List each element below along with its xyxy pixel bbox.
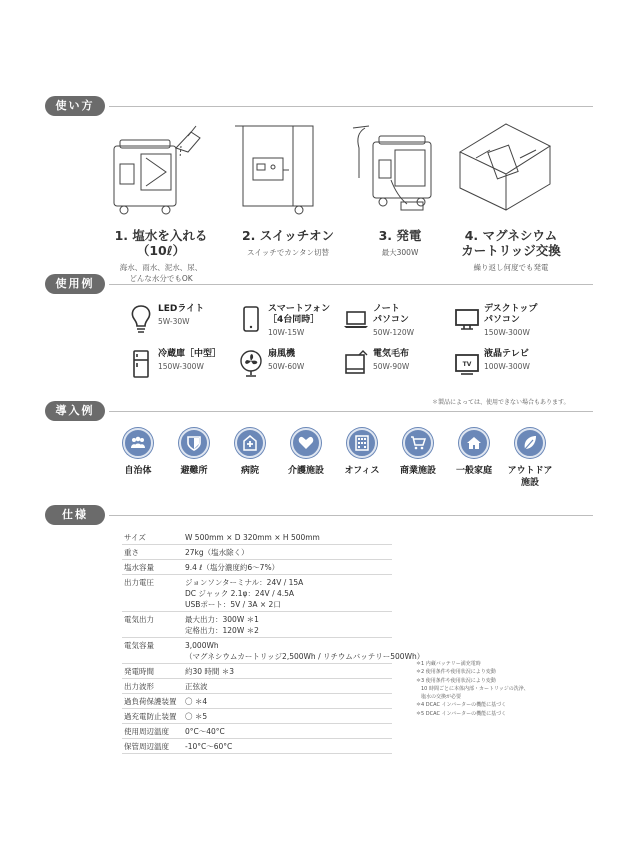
step-title: 1. 塩水を入れる（10ℓ） bbox=[114, 228, 208, 258]
refrigerator-icon bbox=[128, 349, 154, 379]
generator-switch-illustration bbox=[223, 118, 333, 218]
laptop-icon bbox=[343, 304, 369, 334]
spec-key: 発電時間 bbox=[124, 667, 154, 676]
footnote: 10 時間ごとに本体内部・カートリッジの洗浄、 bbox=[416, 685, 529, 692]
step-description: スイッチでカンタン切替 bbox=[247, 248, 329, 257]
usage-name: スマートフォン ［4台同時］ bbox=[268, 304, 331, 325]
step-title: 3. 発電 bbox=[378, 228, 422, 243]
intro-label: 避難所 bbox=[180, 466, 208, 476]
footnote: ＊5 DCAC インバーターの機能に基づく bbox=[416, 710, 507, 717]
intro-item-shelter bbox=[164, 428, 224, 477]
spec-key: 電気容量 bbox=[124, 641, 154, 650]
step-description: 最大300W bbox=[381, 248, 419, 257]
spec-value-line: -10°C〜60°C bbox=[185, 742, 233, 751]
intro-label: オフィス bbox=[344, 466, 380, 476]
cartridge-replacement-illustration bbox=[446, 118, 556, 218]
usage-name: ノート パソコン bbox=[373, 304, 409, 325]
light-bulb-icon bbox=[128, 304, 154, 334]
house-icon bbox=[459, 428, 489, 458]
usage-watt: 150W-300W bbox=[484, 328, 530, 337]
spec-key: 過負荷保護装置 bbox=[124, 697, 177, 706]
spec-value bbox=[185, 726, 392, 737]
spec-key: 保管周辺温度 bbox=[124, 742, 169, 751]
intro-item-care-facility bbox=[276, 428, 336, 477]
step-description: 繰り返し何度でも発電 bbox=[473, 263, 549, 272]
spec-value bbox=[185, 711, 392, 722]
svg-text:TV: TV bbox=[462, 361, 472, 368]
footnote: ＊2 使用条件や使用状況により変動 bbox=[416, 669, 496, 676]
usage-name: 電気毛布 bbox=[373, 349, 410, 359]
section-title: 仕様 bbox=[45, 505, 105, 525]
spec-value bbox=[185, 532, 392, 543]
footnotes bbox=[416, 660, 616, 718]
intro-label: 病院 bbox=[240, 466, 259, 476]
spec-value-line: 9.4 ℓ（塩分濃度約6〜7%） bbox=[185, 563, 280, 572]
usage-item-fan bbox=[238, 349, 348, 389]
fan-icon bbox=[238, 349, 264, 379]
spec-table bbox=[122, 530, 425, 754]
intro-item-commercial bbox=[388, 428, 448, 477]
spec-row bbox=[122, 724, 392, 739]
usage-name: 液晶テレビ bbox=[484, 349, 529, 359]
hospital-icon bbox=[235, 428, 265, 458]
spec-value-line: 0°C〜40°C bbox=[185, 727, 225, 736]
spec-key: 使用周辺温度 bbox=[124, 727, 169, 736]
generator-pour-water-illustration bbox=[96, 118, 206, 218]
usage-watt: 5W-30W bbox=[158, 317, 190, 326]
usage-name: LEDライト bbox=[158, 304, 205, 314]
usage-note: ＊製品によっては、使用できない場合もあります。 bbox=[432, 399, 570, 406]
footnote: ＊3 使用条件や使用状況により変動 bbox=[416, 677, 496, 684]
usage-item-lcd-tv bbox=[454, 349, 564, 389]
step-title: 4. マグネシウム カートリッジ交換 bbox=[461, 228, 561, 258]
spec-row bbox=[122, 575, 392, 612]
intro-item-hospital bbox=[220, 428, 280, 477]
usage-watt: 10W-15W bbox=[268, 328, 305, 337]
divider bbox=[109, 515, 593, 516]
spec-row bbox=[122, 612, 392, 638]
usage-name: デスクトップ パソコン bbox=[484, 304, 538, 325]
section-header-usage bbox=[45, 96, 593, 116]
spec-row bbox=[122, 694, 392, 709]
spec-value-line: （マグネシウムカートリッジ2,500Wh / リチウムバッテリー500Wh） bbox=[185, 652, 425, 661]
spec-value bbox=[185, 696, 392, 707]
section-title: 使用例 bbox=[45, 274, 105, 294]
leaf-icon bbox=[515, 428, 545, 458]
usage-name: 扇風機 bbox=[268, 349, 296, 359]
section-header-spec bbox=[45, 505, 593, 525]
spec-value-line: USBポート：5V / 3A × 2口 bbox=[185, 600, 281, 609]
smartphone-icon bbox=[238, 304, 264, 334]
usage-watt: 50W-120W bbox=[373, 328, 415, 337]
spec-key: 過充電防止装置 bbox=[124, 712, 177, 721]
spec-row bbox=[122, 638, 425, 664]
usage-name: 冷蔵庫［中型］ bbox=[158, 349, 222, 359]
shield-icon bbox=[179, 428, 209, 458]
section-title: 導入例 bbox=[45, 401, 105, 421]
usage-item-smartphone bbox=[238, 304, 348, 344]
spec-value-line: W 500mm × D 320mm × H 500mm bbox=[185, 533, 320, 542]
spec-value-line: 最大出力：300W ＊1 bbox=[185, 615, 259, 624]
footnote: ＊4 DCAC インバーターの機能に基づく bbox=[416, 702, 507, 709]
spec-row bbox=[122, 560, 392, 575]
step-description: 海水、雨水、泥水、尿、 どんな水分でもOK bbox=[119, 263, 203, 283]
heart-icon bbox=[291, 428, 321, 458]
spec-value-line: DC ジャック 2.1φ：24V / 4.5A bbox=[185, 589, 295, 598]
spec-value bbox=[185, 681, 392, 692]
usage-item-refrigerator bbox=[128, 349, 238, 389]
spec-value bbox=[185, 577, 392, 610]
usage-watt: 50W-90W bbox=[373, 362, 410, 371]
intro-label: 自治体 bbox=[124, 466, 152, 476]
spec-key: サイズ bbox=[124, 533, 146, 542]
people-icon bbox=[123, 428, 153, 458]
intro-item-outdoor bbox=[500, 428, 560, 489]
step-4 bbox=[446, 118, 576, 273]
usage-watt: 100W-300W bbox=[484, 362, 530, 371]
usage-item-led-light bbox=[128, 304, 238, 344]
spec-key: 重さ bbox=[124, 548, 139, 557]
section-header-introduction bbox=[45, 401, 593, 421]
generator-charging-illustration bbox=[335, 118, 445, 218]
intro-label: アウトドア 施設 bbox=[507, 466, 553, 488]
spec-row bbox=[122, 530, 392, 545]
monitor-icon bbox=[454, 304, 480, 334]
spec-value-line: 〇 ＊5 bbox=[185, 712, 208, 721]
spec-value bbox=[185, 741, 392, 752]
shopping-cart-icon bbox=[403, 428, 433, 458]
tv-icon bbox=[454, 349, 480, 379]
spec-value-line: 3,000Wh bbox=[185, 641, 219, 650]
intro-item-municipality bbox=[108, 428, 168, 477]
intro-label: 商業施設 bbox=[399, 466, 436, 476]
spec-row bbox=[122, 709, 392, 724]
spec-value bbox=[185, 666, 392, 677]
spec-value bbox=[185, 640, 424, 662]
intro-item-office bbox=[332, 428, 392, 477]
office-building-icon bbox=[347, 428, 377, 458]
spec-value bbox=[185, 547, 392, 558]
divider bbox=[109, 106, 593, 107]
spec-key: 出力電圧 bbox=[124, 578, 154, 587]
intro-label: 一般家庭 bbox=[455, 466, 492, 476]
spec-value-line: 約30 時間 ＊3 bbox=[185, 667, 235, 676]
usage-watt: 50W-60W bbox=[268, 362, 305, 371]
spec-key: 出力波形 bbox=[124, 682, 154, 691]
spec-value-line: 正弦波 bbox=[185, 682, 208, 691]
spec-row bbox=[122, 679, 392, 694]
usage-item-laptop bbox=[343, 304, 453, 344]
intro-item-household bbox=[444, 428, 504, 477]
spec-value-line: 定格出力：120W ＊2 bbox=[185, 626, 259, 635]
electric-blanket-icon bbox=[343, 349, 369, 379]
usage-item-desktop bbox=[454, 304, 564, 344]
divider bbox=[109, 411, 593, 412]
usage-watt: 150W-300W bbox=[158, 362, 204, 371]
spec-row bbox=[122, 664, 392, 679]
spec-key: 塩水容量 bbox=[124, 563, 154, 572]
section-title: 使い方 bbox=[45, 96, 105, 116]
step-title: 2. スイッチオン bbox=[241, 228, 335, 243]
spec-value bbox=[185, 614, 392, 636]
step-2 bbox=[223, 118, 353, 258]
spec-row bbox=[122, 739, 392, 754]
section-header-examples bbox=[45, 274, 593, 294]
footnote: ＊1 内蔵バッテリー満充電時 bbox=[416, 661, 481, 667]
spec-row bbox=[122, 545, 392, 560]
footnote: 塩水の交換が必要 bbox=[416, 694, 462, 701]
spec-value-line: 27kg（塩水除く） bbox=[185, 548, 249, 557]
divider bbox=[109, 284, 593, 285]
spec-value bbox=[185, 562, 392, 573]
usage-item-electric-blanket bbox=[343, 349, 453, 389]
spec-value-line: 〇 ＊4 bbox=[185, 697, 208, 706]
step-1 bbox=[96, 118, 226, 284]
spec-value-line: ジョンソンターミナル：24V / 15A bbox=[185, 578, 304, 587]
intro-label: 介護施設 bbox=[287, 466, 324, 476]
spec-key: 電気出力 bbox=[124, 615, 154, 624]
